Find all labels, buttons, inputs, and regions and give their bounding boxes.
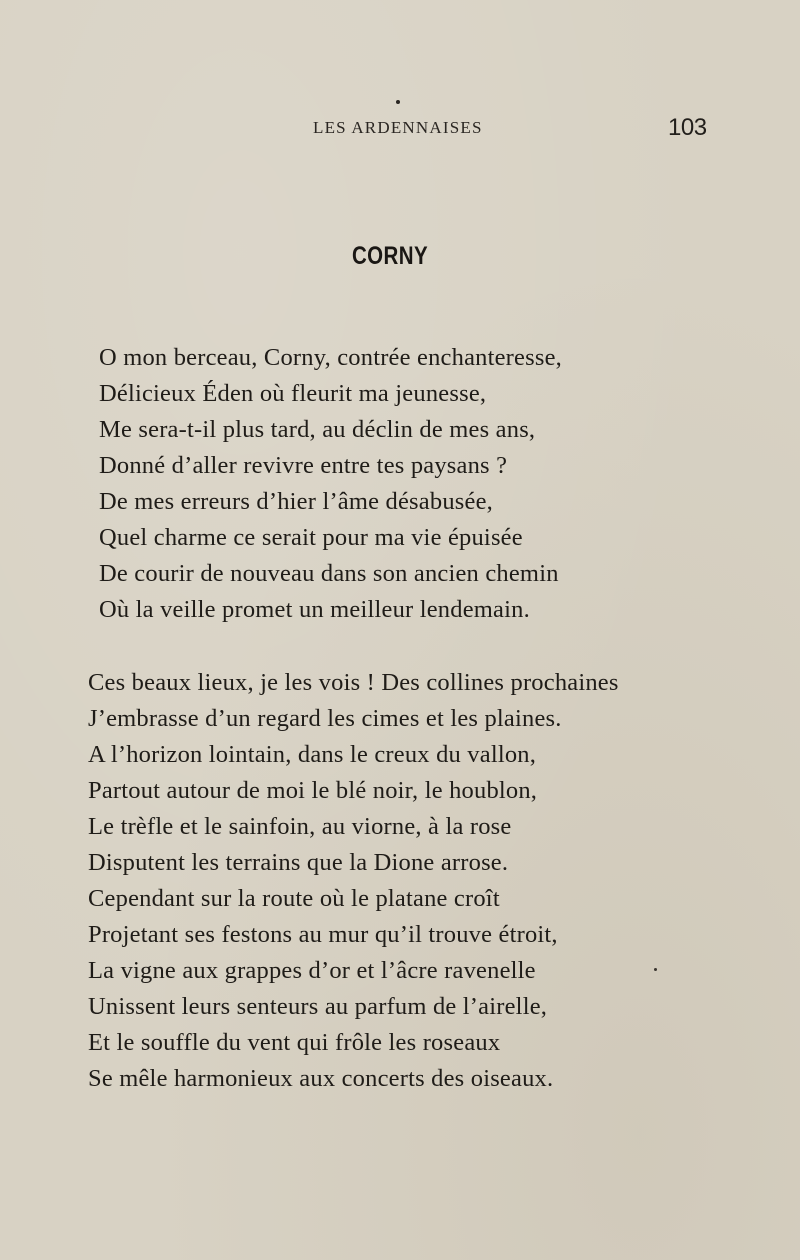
verse-line: Cependant sur la route où le platane croît: [88, 885, 500, 912]
verse-line: Se mêle harmonieux aux concerts des oiseaux.: [88, 1065, 554, 1092]
verse-line: O mon berceau, Corny, contrée enchanteresse,: [99, 344, 562, 371]
verse-line: La vigne aux grappes d’or et l’âcre ravenelle: [88, 957, 536, 984]
page-number: 103: [668, 114, 707, 141]
verse-line: Et le souffle du vent qui frôle les roseaux: [88, 1029, 501, 1056]
stanza-1: [99, 340, 562, 628]
verse-line: Quel charme ce serait pour ma vie épuisée: [99, 524, 523, 551]
verse-line: Délicieux Éden où fleurit ma jeunesse,: [99, 380, 487, 407]
verse-line: Partout autour de moi le blé noir, le houblon,: [88, 777, 538, 804]
ink-dot: [396, 100, 400, 104]
verse-line: Me sera-t-il plus tard, au déclin de mes ans,: [99, 416, 536, 443]
verse-line: J’embrasse d’un regard les cimes et les plaines.: [88, 705, 562, 732]
poem-title: CORNY: [351, 242, 429, 270]
stanza-2: [88, 665, 619, 1097]
verse-line: De mes erreurs d’hier l’âme désabusée,: [99, 488, 493, 515]
ink-speck: [654, 968, 657, 971]
verse-line: De courir de nouveau dans son ancien chemin: [99, 560, 559, 587]
verse-line: Le trèfle et le sainfoin, au viorne, à la rose: [88, 813, 512, 840]
verse-line: Projetant ses festons au mur qu’il trouve étroit,: [88, 921, 558, 948]
verse-line: Donné d’aller revivre entre tes paysans ?: [99, 452, 508, 479]
verse-line: Où la veille promet un meilleur lendemain.: [99, 596, 530, 623]
verse-line: Disputent les terrains que la Dione arrose.: [88, 849, 509, 876]
running-head: LES ARDENNAISES: [313, 118, 483, 137]
verse-line: Ces beaux lieux, je les vois ! Des collines prochaines: [88, 669, 619, 696]
verse-line: A l’horizon lointain, dans le creux du vallon,: [88, 741, 537, 768]
verse-line: Unissent leurs senteurs au parfum de l’airelle,: [88, 993, 548, 1020]
